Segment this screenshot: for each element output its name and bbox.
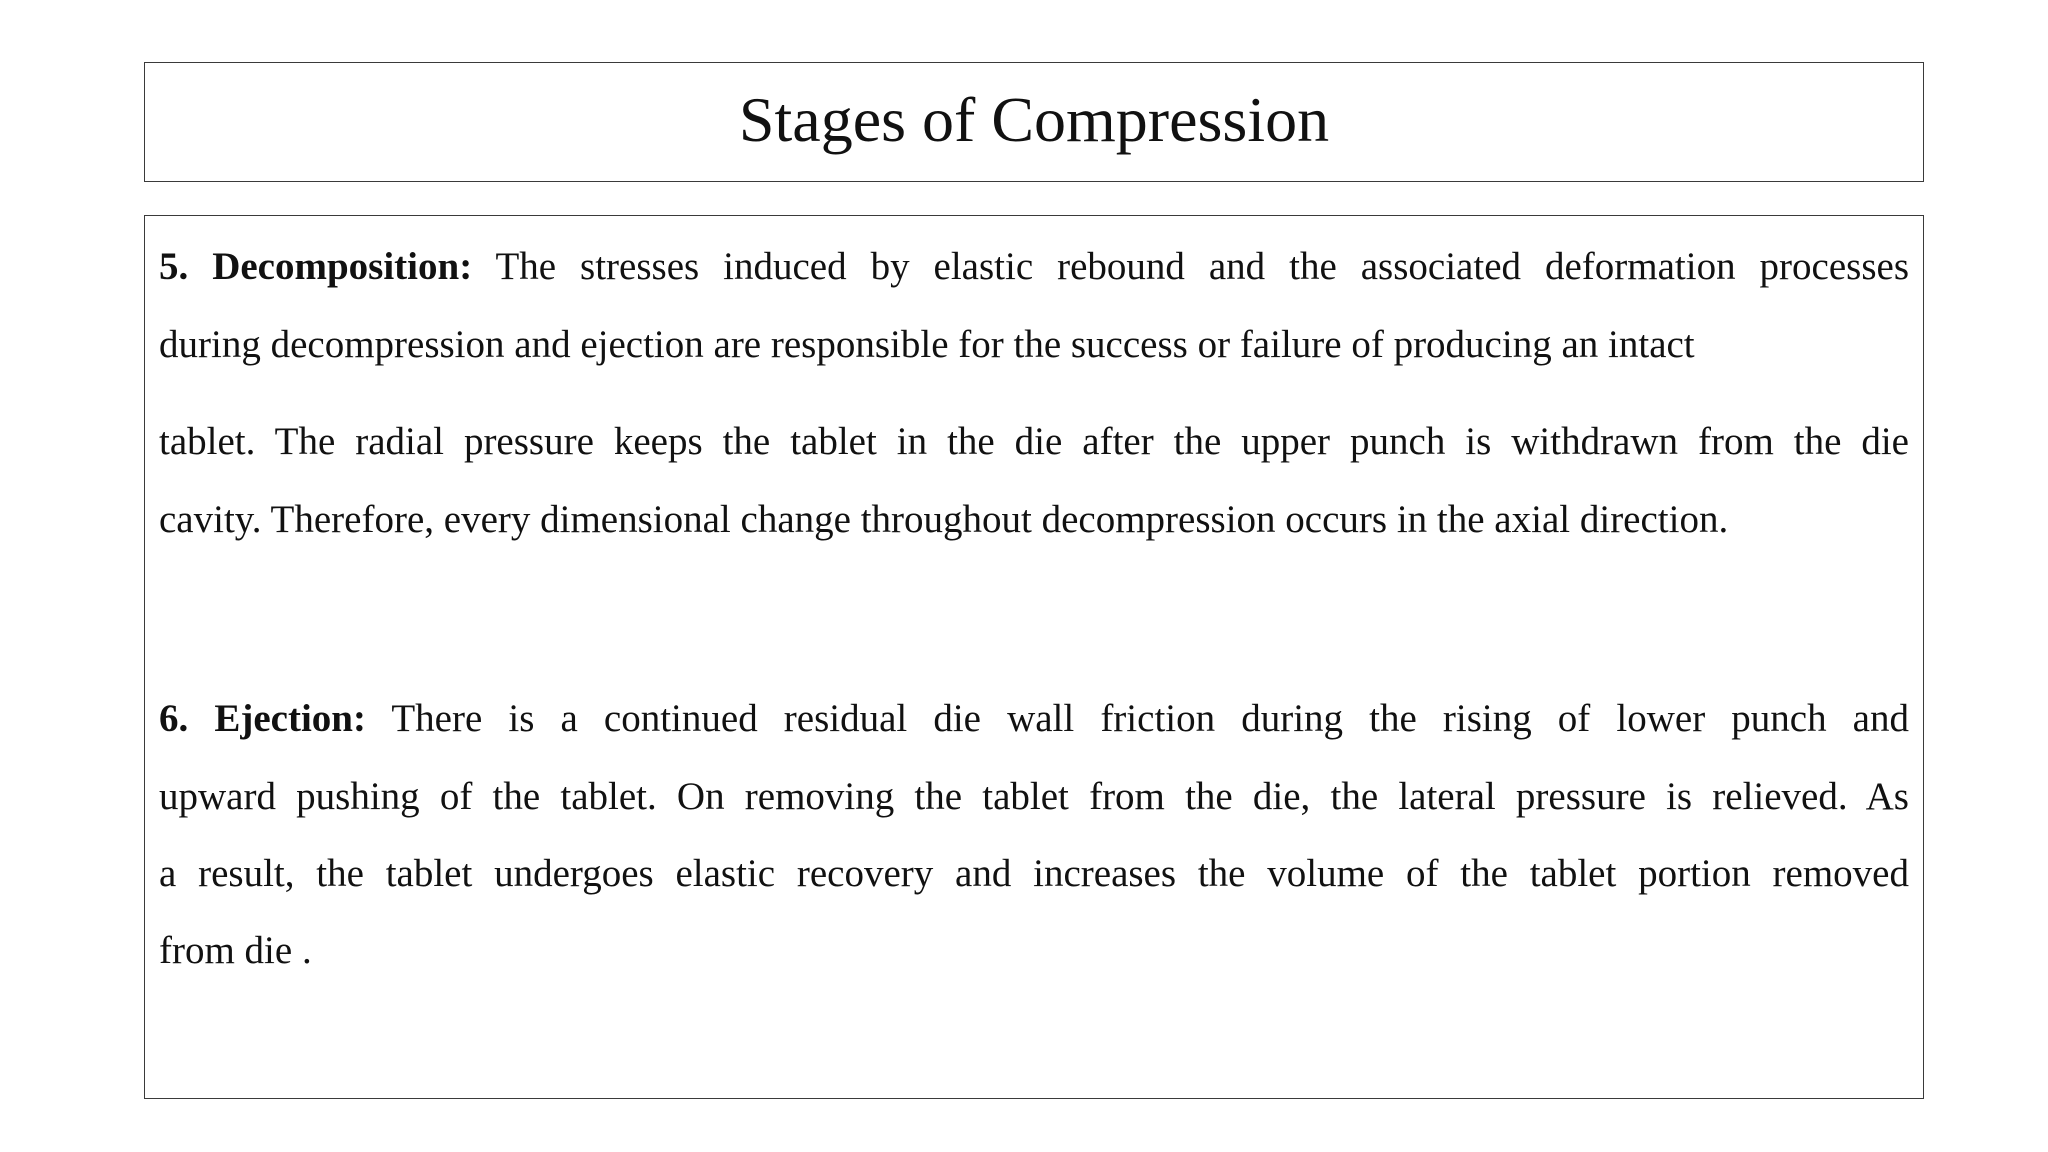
ejection-text-4: from die . [159, 929, 312, 972]
ejection-line-4 [159, 928, 1909, 974]
ejection-text-2: upward pushing of the tablet. On removing the tablet from the die, the lateral pressure is relieved. As [159, 775, 1909, 818]
decomposition-line-4 [159, 497, 1909, 543]
ejection-text-3: a result, the tablet undergoes elastic recovery and increases the volume of the tablet portion removed [159, 852, 1909, 895]
ejection-text-1: There is a continued residual die wall friction during the rising of lower punch and [365, 697, 1909, 740]
ejection-line-1 [159, 696, 1909, 742]
content-box [144, 215, 1924, 1099]
ejection-line-3 [159, 851, 1909, 897]
ejection-line-2 [159, 774, 1909, 820]
decomposition-text-3: tablet. The radial pressure keeps the tablet in the die after the upper punch is withdrawn from the die [159, 420, 1909, 463]
title-box [144, 62, 1924, 182]
decomposition-heading: 5. Decomposition: [159, 245, 473, 288]
decomposition-line-2 [159, 322, 1909, 368]
decomposition-text-4: cavity. Therefore, every dimensional change throughout decompression occurs in the axial direction. [159, 498, 1729, 541]
slide-title: Stages of Compression [738, 84, 1330, 155]
decomposition-line-1 [159, 244, 1909, 290]
decomposition-text-2: during decompression and ejection are responsible for the success or failure of producing an intact [159, 323, 1695, 366]
decomposition-text-1: The stresses induced by elastic rebound and the associated deformation processes [472, 245, 1909, 288]
ejection-heading: 6. Ejection: [159, 697, 366, 740]
decomposition-line-3 [159, 419, 1909, 465]
